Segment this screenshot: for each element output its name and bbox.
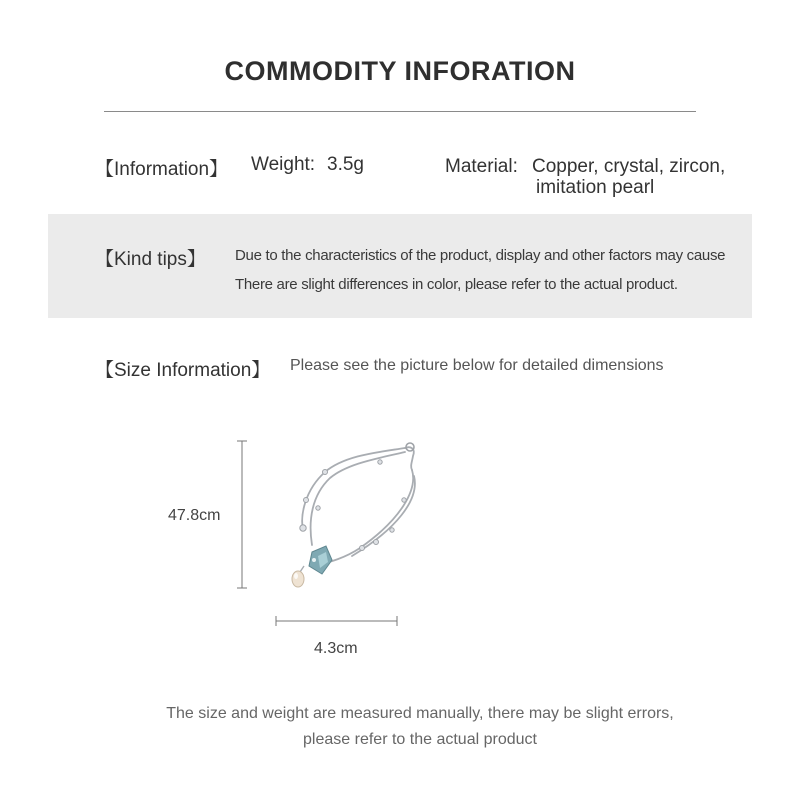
- page-title: COMMODITY INFORATION: [224, 56, 576, 86]
- crystal-pendant: [309, 546, 332, 574]
- size-information-label: 【Size Information】: [95, 360, 271, 381]
- width-dimension-line: [276, 616, 397, 626]
- footer-note-line1: The size and weight are measured manually, there may be slight errors,: [166, 705, 674, 722]
- pearl-drop: [292, 566, 304, 587]
- chain-beads: [300, 460, 406, 551]
- size-description: Please see the picture below for detailed dimensions: [290, 357, 664, 374]
- kind-tips-line2: There are slight differences in color, please refer to the actual product.: [235, 276, 678, 293]
- material-value-line2: imitation pearl: [536, 177, 655, 198]
- kind-tips-label: 【Kind tips】: [95, 249, 206, 270]
- width-dimension-label: 4.3cm: [314, 640, 358, 657]
- footer-note-line2: please refer to the actual product: [303, 731, 537, 748]
- material-label: Material:: [445, 156, 518, 177]
- height-dimension-label: 47.8cm: [168, 507, 221, 524]
- weight-value: 3.5g: [327, 154, 364, 175]
- height-dimension-line: [237, 441, 247, 588]
- material-value-line1: Copper, crystal, zircon,: [532, 156, 726, 177]
- kind-tips-line1: Due to the characteristics of the product, display and other factors may cause: [235, 247, 726, 264]
- information-label: 【Information】: [95, 159, 229, 180]
- weight-label: Weight:: [251, 154, 316, 175]
